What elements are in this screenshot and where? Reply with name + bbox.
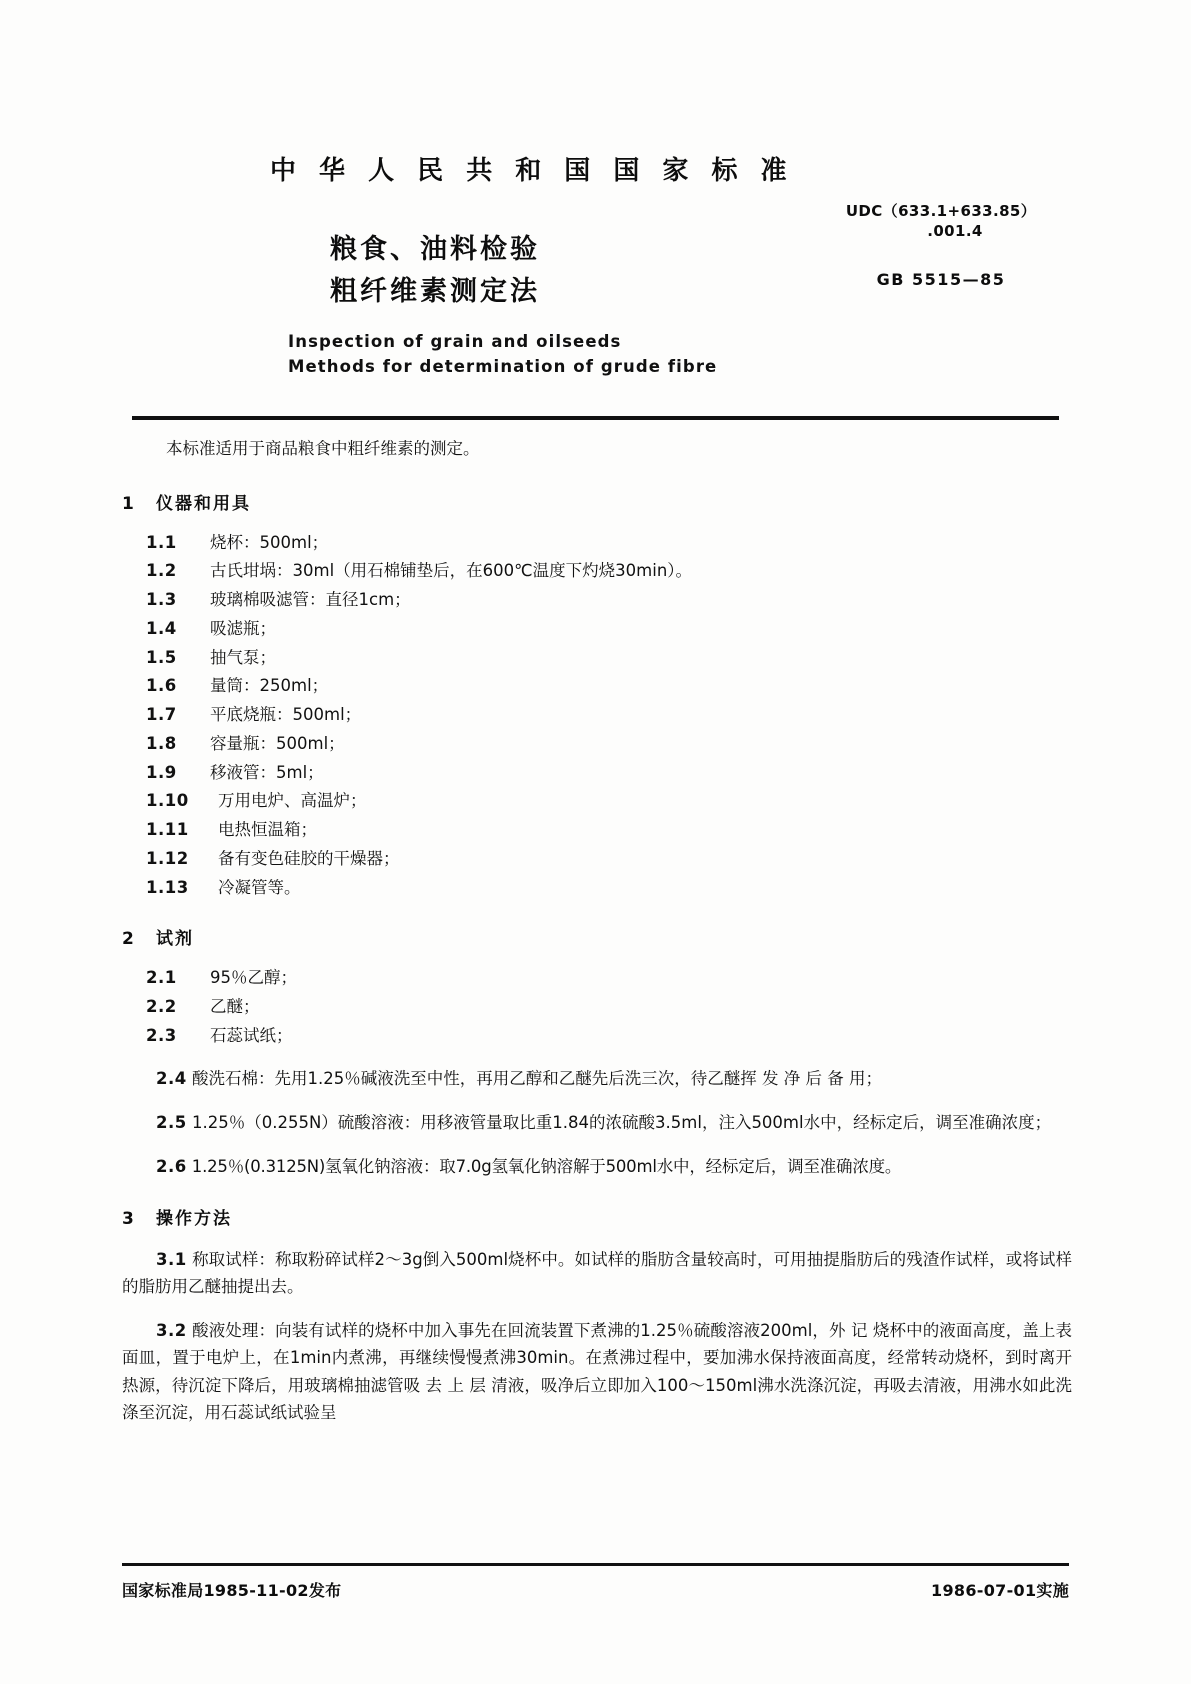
section-1-item-list bbox=[122, 530, 1072, 901]
list-item bbox=[122, 817, 1072, 843]
english-title-block bbox=[130, 329, 1060, 380]
item-number: 1.7 bbox=[146, 705, 177, 725]
item-number: 1.3 bbox=[146, 590, 177, 610]
list-item bbox=[122, 616, 1072, 642]
publish-date-text: 国家标准局1985-11-02发布 bbox=[122, 1581, 342, 1600]
item-text: 冷凝管等。 bbox=[218, 877, 301, 897]
udc-code-suffix: .001.4 bbox=[927, 222, 983, 240]
standard-code-block bbox=[811, 200, 1071, 289]
list-item bbox=[122, 645, 1072, 671]
item-text: 平底烧瓶：500ml； bbox=[210, 705, 362, 725]
method-paragraph-3-1 bbox=[122, 1246, 1072, 1301]
section-heading-3 bbox=[122, 1204, 1072, 1229]
item-number: 1.11 bbox=[146, 820, 189, 840]
list-item bbox=[122, 673, 1072, 699]
section-2-number: 2 bbox=[122, 929, 135, 950]
section-2-item-list bbox=[122, 965, 1072, 1048]
list-item bbox=[122, 875, 1072, 901]
item-text: 万用电炉、高温炉； bbox=[218, 791, 367, 811]
paragraph-number: 2.4 bbox=[156, 1068, 187, 1088]
item-number: 1.10 bbox=[146, 791, 189, 811]
gb-standard-number: GB 5515—85 bbox=[876, 270, 1006, 289]
section-3-number: 3 bbox=[122, 1209, 135, 1230]
item-text: 电热恒温箱； bbox=[218, 820, 317, 840]
item-text: 备有变色硅胶的干燥器； bbox=[218, 848, 400, 868]
list-item bbox=[122, 702, 1072, 728]
item-number: 1.13 bbox=[146, 877, 189, 897]
list-item bbox=[122, 587, 1072, 613]
item-number: 2.3 bbox=[146, 1025, 177, 1045]
paragraph-text: 1.25％（0.255N）硫酸溶液：用移液管量取比重1.84的浓硫酸3.5ml，注入500ml水中，经标定后，调至准确浓度； bbox=[191, 1112, 1052, 1132]
section-1-number: 1 bbox=[122, 493, 135, 514]
item-number: 1.6 bbox=[146, 676, 177, 696]
section-heading-2 bbox=[122, 924, 1072, 949]
reagent-paragraph-2-4 bbox=[122, 1065, 1072, 1092]
section-3-label: 操作方法 bbox=[156, 1209, 232, 1230]
document-body bbox=[122, 436, 1072, 1430]
item-text: 吸滤瓶； bbox=[210, 618, 276, 638]
header-divider-rule bbox=[132, 416, 1059, 420]
national-standard-heading: 中 华 人 民 共 和 国 国 家 标 准 bbox=[270, 156, 794, 186]
document-title-line-2: 粗纤维素测定法 bbox=[330, 275, 540, 307]
paragraph-number: 3.2 bbox=[156, 1320, 187, 1340]
effective-date-text: 1986-07-01实施 bbox=[931, 1581, 1069, 1600]
list-item bbox=[122, 558, 1072, 584]
item-text: 石蕊试纸； bbox=[210, 1025, 293, 1045]
item-text: 抽气泵； bbox=[210, 647, 276, 667]
english-title-line-2: Methods for determination of grude fibre bbox=[288, 357, 718, 377]
reagent-paragraph-2-5 bbox=[122, 1109, 1072, 1136]
scope-paragraph: 本标准适用于商品粮食中粗纤维素的测定。 bbox=[166, 439, 480, 458]
item-text: 古氏坩埚：30ml（用石棉铺垫后，在600℃温度下灼烧30min）。 bbox=[210, 561, 693, 581]
item-number: 1.4 bbox=[146, 618, 177, 638]
list-item bbox=[122, 760, 1072, 786]
list-item bbox=[122, 846, 1072, 872]
section-2-label: 试剂 bbox=[156, 929, 194, 950]
item-number: 2.2 bbox=[146, 997, 177, 1016]
item-number: 1.5 bbox=[146, 647, 177, 667]
document-title-line-1: 粮食、油料检验 bbox=[330, 234, 540, 265]
reagent-paragraph-2-6 bbox=[122, 1153, 1072, 1180]
method-paragraph-3-2 bbox=[122, 1317, 1072, 1427]
item-text: 量筒：250ml； bbox=[210, 676, 329, 696]
item-text: 95％乙醇； bbox=[210, 968, 297, 988]
list-item bbox=[122, 788, 1072, 814]
list-item bbox=[122, 994, 1072, 1020]
paragraph-number: 2.5 bbox=[156, 1112, 187, 1132]
paragraph-number: 2.6 bbox=[156, 1156, 187, 1176]
list-item bbox=[122, 530, 1072, 556]
item-number: 1.12 bbox=[146, 848, 189, 868]
item-text: 玻璃棉吸滤管：直径1cm； bbox=[210, 590, 411, 610]
item-number: 1.9 bbox=[146, 762, 177, 782]
section-1-label: 仪器和用具 bbox=[156, 493, 251, 514]
item-number: 1.1 bbox=[146, 532, 177, 552]
section-heading-1 bbox=[122, 489, 1072, 514]
item-number: 1.2 bbox=[146, 561, 177, 581]
list-item bbox=[122, 731, 1072, 757]
paragraph-number: 3.1 bbox=[156, 1249, 187, 1269]
item-text: 烧杯：500ml； bbox=[210, 532, 329, 552]
item-number: 2.1 bbox=[146, 968, 177, 988]
item-text: 容量瓶：500ml； bbox=[210, 733, 345, 753]
paragraph-text: 1.25％(0.3125N)氢氧化钠溶液：取7.0g氢氧化钠溶解于500ml水中，经标定后，调至准确浓度。 bbox=[191, 1156, 902, 1176]
item-text: 移液管：5ml； bbox=[210, 762, 324, 782]
paragraph-text: 称取试样：称取粉碎试样2～3g倒入500ml烧杯中。如试样的脂肪含量较高时，可用抽提脂肪后的残渣作试样，或将试样的脂肪用乙醚抽提出去。 bbox=[122, 1249, 1073, 1296]
paragraph-text: 酸液处理：向装有试样的烧杯中加入事先在回流装置下煮沸的1.25％硫酸溶液200ml，外 记 烧杯中的液面高度，盖上表面皿，置于电炉上，在1min内煮沸，再继续慢慢煮沸30min。在煮沸过程中，要加沸水保持液面高度，经常转动烧杯，到时离开热源，待沉淀下降后，用玻璃棉抽滤管吸 去 上 层 清液，吸净后立即加入100～150ml沸水洗涤沉淀，再吸去清液，用沸水如此洗涤至沉淀，用石蕊试纸试验呈 bbox=[122, 1320, 1072, 1422]
paragraph-text: 酸洗石棉：先用1.25％碱液洗至中性，再用乙醇和乙醚先后洗三次，待乙醚挥 发 净 后 备 用； bbox=[191, 1068, 882, 1088]
english-title-line-1: Inspection of grain and oilseeds bbox=[288, 331, 622, 351]
list-item bbox=[122, 965, 1072, 991]
footer-divider-rule bbox=[122, 1563, 1069, 1566]
udc-code: UDC（633.1+633.85） bbox=[845, 202, 1037, 220]
item-text: 乙醚； bbox=[210, 997, 260, 1016]
page-footer bbox=[122, 1578, 1069, 1601]
item-number: 1.8 bbox=[146, 733, 177, 753]
list-item bbox=[122, 1023, 1072, 1049]
